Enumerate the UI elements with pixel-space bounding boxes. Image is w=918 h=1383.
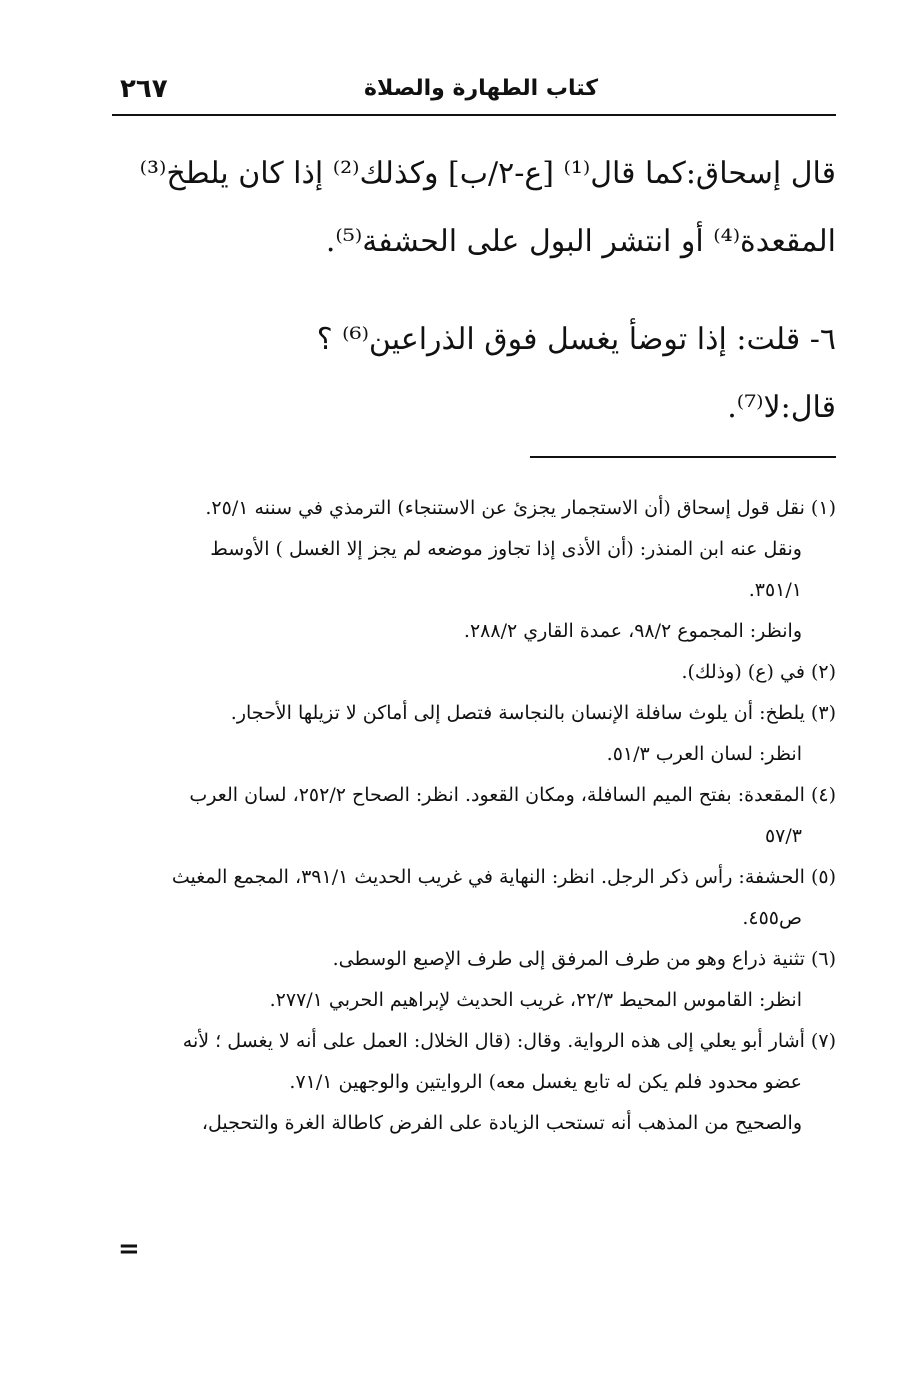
- paragraph-gap: [112, 276, 836, 306]
- footnote-line: (١) نقل قول إسحاق (أن الاستجمار يجزئ عن الاستنجاء) الترمذي في سننه ٢٥/١.: [205, 497, 836, 519]
- footnote-line: والصحيح من المذهب أنه تستحب الزيادة على الفرض كاطالة الغرة والتحجيل،: [201, 1112, 802, 1134]
- main-line: المقعدة⁽⁴⁾ أو انتشر البول على الحشفة⁽⁵⁾.: [325, 224, 836, 259]
- footnotes: [112, 488, 836, 1144]
- footnote-line: ص٤٥٥.: [742, 907, 802, 929]
- footnote-line: (٤) المقعدة: بفتح الميم السافلة، ومكان القعود. انظر: الصحاح ٢٥٢/٢، لسان العرب: [189, 784, 836, 806]
- footnote-line: انظر: لسان العرب ٥١/٣.: [606, 743, 802, 765]
- footnote-line: (٣) يلطخ: أن يلوث سافلة الإنسان بالنجاسة فتصل إلى أماكن لا تزيلها الأحجار.: [230, 702, 836, 724]
- main-line: قال:لا⁽⁷⁾.: [727, 390, 836, 425]
- footnote-line: (٢) في (ع) (وذلك).: [681, 661, 836, 683]
- footnote-line: وانظر: المجموع ٩٨/٢، عمدة القاري ٢٨٨/٢.: [463, 620, 802, 642]
- main-text: [112, 140, 836, 442]
- page-header: [112, 68, 836, 116]
- footnote-line: (٥) الحشفة: رأس ذكر الرجل. انظر: النهاية في غريب الحديث ٣٩١/١، المجمع المغيث: [171, 866, 836, 888]
- main-line: قال إسحاق:كما قال⁽¹⁾ [ع-٢/ب] وكذلك⁽²⁾ إذا كان يلطخ⁽³⁾: [139, 156, 836, 191]
- footnote-line: انظر: القاموس المحيط ٢٢/٣، غريب الحديث لإبراهيم الحربي ٢٧٧/١.: [269, 989, 802, 1011]
- main-line: ٦- قلت: إذا توضأ يغسل فوق الذراعين⁽⁶⁾ ؟: [316, 322, 836, 357]
- footnote-line: ٣٥١/١.: [748, 579, 802, 601]
- footnote-line: (٦) تثنية ذراع وهو من طرف المرفق إلى طرف الإصبع الوسطى.: [332, 948, 836, 970]
- footnote-divider: [530, 456, 836, 458]
- footnote-line: عضو محدود فلم يكن له تابع يغسل معه) الروايتين والوجهين ٧١/١.: [289, 1071, 802, 1093]
- footnote-line: (٧) أشار أبو يعلي إلى هذه الرواية. وقال: (قال الخلال: العمل على أنه لا يغسل ؛ لأنه: [182, 1030, 836, 1052]
- page-number: ٢٦٧: [120, 74, 168, 104]
- header-title: كتاب الطهارة والصلاة: [364, 76, 598, 101]
- footnote-line: ونقل عنه ابن المنذر: (أن الأذى إذا تجاوز موضعه لم يجز إلا الغسل ) الأوسط: [210, 538, 802, 560]
- footnote-line: ٥٧/٣: [764, 825, 802, 847]
- continuation-mark: =: [118, 1234, 140, 1264]
